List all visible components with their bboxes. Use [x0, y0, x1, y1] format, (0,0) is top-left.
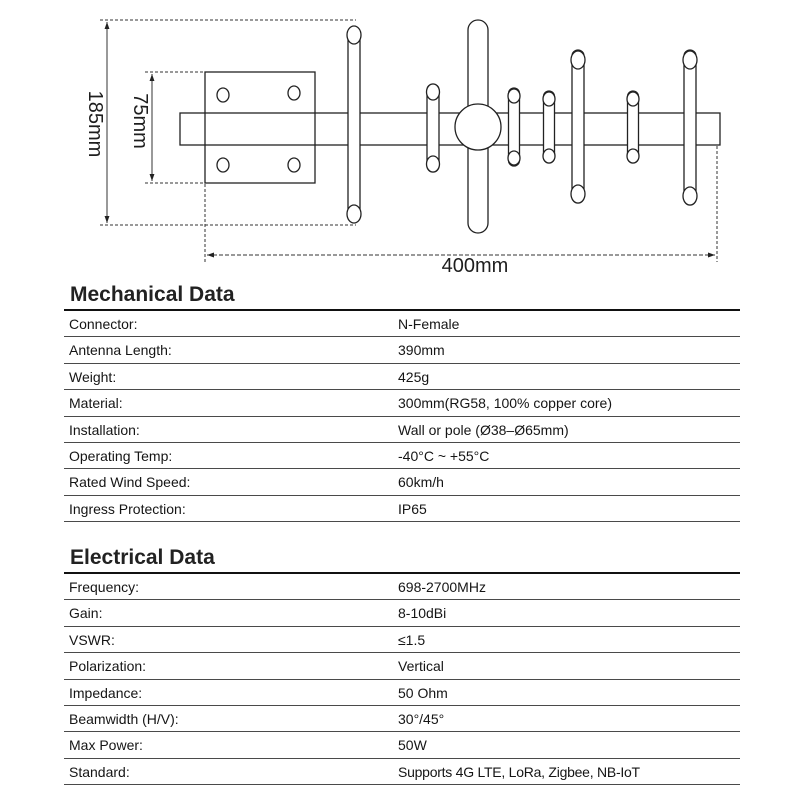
spec-value: 300mm(RG58, 100% copper core): [398, 395, 612, 412]
spec-label: Gain:: [69, 605, 103, 622]
spec-label: VSWR:: [69, 631, 115, 648]
feed-point-hub: [455, 104, 501, 150]
plate-dimension-label: 75mm: [129, 93, 151, 149]
spec-row-material: [64, 390, 740, 416]
spec-label: Ingress Protection:: [69, 500, 186, 517]
spec-row-installation: [64, 417, 740, 443]
mechanical-data-title: Mechanical Data: [70, 283, 235, 306]
director-element: [543, 91, 555, 163]
spec-value: 8-10dBi: [398, 605, 447, 622]
mounting-hole: [217, 88, 229, 102]
spec-label: Max Power:: [69, 737, 143, 754]
spec-value: Vertical: [398, 658, 444, 675]
spec-row-connector: [64, 311, 740, 337]
spec-value: N-Female: [398, 316, 460, 332]
height-dimension-label: 185mm: [84, 90, 106, 158]
spec-value: 698-2700MHz: [398, 579, 486, 595]
spec-row-antenna-length: [64, 337, 740, 363]
director-element: [683, 50, 697, 205]
spec-label: Polarization:: [69, 658, 147, 675]
spec-label: Installation:: [69, 421, 140, 438]
spec-label: Connector:: [69, 316, 138, 332]
spec-value: 50W: [398, 737, 427, 754]
length-dimension-label: 400mm: [441, 255, 509, 277]
spec-row-operating-temp: [64, 443, 740, 469]
spec-value: 390mm: [398, 342, 445, 359]
spec-value: ≤1.5: [398, 631, 426, 648]
spec-row-ingress-protection: [64, 496, 740, 522]
spec-value: 50 Ohm: [398, 684, 448, 701]
spec-label: Weight:: [69, 368, 117, 385]
mounting-hole: [217, 158, 229, 172]
director-element: [627, 91, 639, 163]
spec-row-beamwidth: [64, 706, 740, 732]
driven-element: [455, 20, 501, 233]
spec-row-weight: [64, 364, 740, 390]
spec-label: Beamwidth (H/V):: [69, 710, 179, 727]
spec-row-standard: [64, 759, 740, 785]
spec-value: 425g: [398, 368, 430, 385]
spec-label: Antenna Length:: [69, 342, 172, 359]
reflector-element: [347, 26, 361, 223]
spec-row-polarization: [64, 653, 740, 679]
spec-label: Frequency:: [69, 579, 140, 595]
director-element: [508, 88, 520, 166]
director-element: [427, 84, 440, 172]
spec-label: Operating Temp:: [69, 447, 173, 464]
spec-row-max-power: [64, 732, 740, 758]
mounting-hole: [288, 86, 300, 100]
spec-value: Supports 4G LTE, LoRa, Zigbee, NB-IoT: [398, 763, 640, 780]
spec-label: Rated Wind Speed:: [69, 474, 191, 491]
spec-value: 30°/45°: [398, 710, 445, 727]
spec-row-rated-wind-speed: [64, 469, 740, 495]
spec-row-impedance: [64, 680, 740, 706]
spec-row-gain: [64, 600, 740, 626]
spec-row-frequency: [64, 574, 740, 600]
spec-label: Material:: [69, 395, 123, 412]
spec-value: 60km/h: [398, 474, 444, 491]
director-element: [571, 50, 585, 203]
spec-label: Impedance:: [69, 684, 143, 701]
spec-label: Standard:: [69, 763, 130, 780]
mechanical-data-table: [64, 311, 740, 522]
electrical-data-table: [64, 574, 740, 785]
electrical-data-title: Electrical Data: [70, 546, 215, 569]
spec-row-vswr: [64, 627, 740, 653]
spec-value: -40°C ~ +55°C: [398, 447, 490, 464]
mounting-hole: [288, 158, 300, 172]
spec-value: IP65: [398, 500, 427, 517]
antenna-dimension-drawing: [0, 0, 800, 280]
spec-value: Wall or pole (Ø38–Ø65mm): [398, 421, 569, 438]
